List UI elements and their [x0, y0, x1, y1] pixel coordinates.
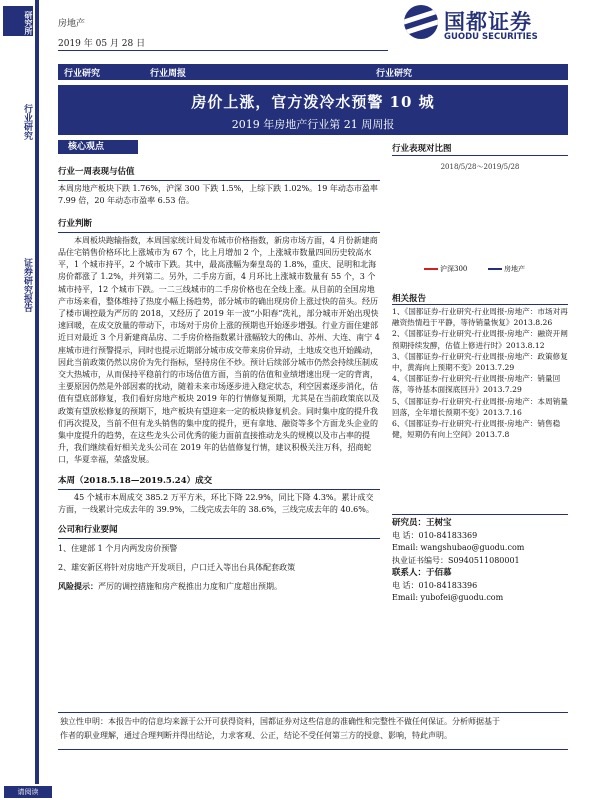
chart-period: 2018/5/28～2019/5/28	[440, 163, 520, 171]
tab-industry-research-right: 行业研究	[376, 69, 413, 79]
legend-label-realestate: 房地产	[504, 265, 525, 273]
logo-cn: 国都证券	[444, 10, 532, 34]
report-subtitle: 2019 年房地产行业第 21 周周报	[231, 118, 395, 131]
header-industry: 房地产	[58, 19, 86, 29]
sidebar-label: 研究所	[3, 6, 33, 36]
right-rule	[392, 304, 568, 305]
analyst-phone: 电 话：010-84183369	[392, 530, 478, 540]
perf-chart-area	[392, 174, 568, 258]
legend-swatch-blue	[488, 268, 502, 270]
main-column	[58, 160, 380, 593]
section-transactions-title: 本周（2018.5.18—2019.5.24）成交	[58, 475, 213, 486]
company-logo	[404, 2, 574, 50]
disclaimer-line: 独立性申明：本报告中的信息均来源于公开可获得资料，国都证券对这些信息的准确性和完整性不做任何保证。分析师据基于	[60, 717, 500, 726]
right-rule	[392, 155, 568, 156]
legend-hs300	[424, 264, 467, 274]
report-item: 5、《国都证券-行业研究-行业周报-房地产：本周销量回落，全年增长预期不变》2013.7.16	[392, 396, 568, 417]
left-sidebar	[0, 0, 40, 800]
footer-tag: 请阅读	[4, 786, 52, 798]
disclaimer-line: 作者的职业理解，通过合理判断并得出结论，力求客观、公正，结论不受任何第三方的授意、影响，特此声明。	[60, 731, 452, 740]
news-item: 1、住建部 1 个月内两发房价预警	[58, 544, 178, 554]
section-rule	[58, 180, 380, 181]
contacts-block	[392, 514, 568, 605]
section-performance-body: 本周房地产板块下跌 1.76%，沪深 300 下跌 1.5%，上综下跌 1.02%。19 年动态市盈率 7.99 倍，20 年动态市盈率 6.53 倍。	[58, 184, 378, 206]
section-judgment-body: 本周板块跑输指数，本周国家统计局发布城市价格指数，新房市场方面，4 月份新建商品住宅销售价格环比上涨城市为 67 个，比上月增加 2 个，上涨城市数量四回历史较高水平，1 个城市持平，2 个城市下跌。其中，最高涨幅为秦皇岛的 1.8%，重庆、昆明和北海房价都涨了 1.2%，并列第二。另外，二手房方面，4 月环比上涨城市数量有 55 个，3 个城市持平，12 个城市下跌。一二三线城市的二手房价格也在全线上涨。从目前的全国房地产市场来看，整体维持了热度小幅上扬趋势，部分城市的确出现房价上涨过快的苗头。经历了楼市调控最为严厉的 2018，又经历了 2019 年一波“小阳春”洗礼，部分城市开始出现快速回暖，在成交放量的带动下，市场对于房价上涨的预期也开始逐步增强。行业方面住建部近日对最近 3 个月新建商品房、二手房价格指数累计涨幅较大的佛山、苏州、大连、南宁 4 座城市进行预警提示，同时也提示近期部分城市成交带来房价异动，土地成交也开始躁动，因此当前政策仍然以房价为先行指标，坚持房住不炒。预计后续部分城市仍然会持续压制成交大热城市，从而保持平稳前行的市场估值方面，当前的估值和业绩增速出现一定的背离，主要原因仍然是外部因素的扰动，随着未来市场逐步进入稳定状态，利空因素逐步消化，估值有望底部修复，我们看好房地产板块 2019 年的行情修复预期，尤其是在当前政策底以及政策有望放松修复的预期下，地产板块有望迎来一定的板块修复机会。同时集中度的提升我们再次提及，当前不但有龙头销售的集中度的提升，更有拿地、融资等多个方面龙头企业的集中度提升的趋势，在这些龙头公司优秀的能力面前直接推动龙头的规模以及市占率的提升，我们继续看好相关龙头公司在 2019 年的估值修复行情，建议积极关注万科，招商蛇口，华夏幸福，荣盛发展。	[58, 235, 380, 465]
legend-swatch-red	[424, 268, 438, 270]
related-reports-list	[392, 306, 568, 440]
sidebar-vtext-top: 行业研究	[22, 104, 32, 140]
report-item: 6、《国都证券-行业研究-行业周报-房地产：销售稳健，短期仍有向上空间》2013.7.8	[392, 419, 561, 440]
analyst-email: Email: wangshubao@guodu.com	[392, 543, 525, 552]
tab-weekly: 行业周报	[150, 69, 187, 79]
report-item: 4、《国都证券-行业研究-行业周报-房地产：销量回落，等待基本面探底回升》2013.7.29	[392, 374, 561, 395]
section-rule	[58, 538, 380, 539]
section-rule	[58, 489, 380, 490]
title-banner	[58, 85, 568, 135]
logo-mark-icon	[404, 5, 438, 39]
section-judgment-title: 行业判断	[58, 218, 93, 229]
report-title: 房价上涨，官方泼冷水预警 10 城	[191, 93, 435, 111]
news-item: 2、雄安新区将针对房地产开发项目，户口迁入等出台具体配套政策	[58, 562, 296, 572]
analyst-cert: 执业证书编号：S0940511080001	[392, 555, 520, 565]
risk-body: 严厉的调控措施和房产税推出力度和广度超出预期。	[98, 581, 282, 591]
contact-phone: 电 话：010-84183396	[392, 580, 478, 590]
legend-label-hs300: 沪深300	[440, 265, 468, 273]
disclaimer-box	[58, 712, 568, 750]
report-item: 2、《国都证券-行业研究-行业周报-房地产：融资开闸预期持续发酵，估值上修进行时》2013.8.12	[392, 329, 568, 350]
logo-en: GUODU SECURITIES	[444, 32, 538, 42]
sidebar-vtext-bottom: 证券研究报告	[22, 258, 32, 312]
section-transactions-body: 45 个城市本周成交 385.2 万平方米，环比下降 22.9%，同比下降 4.3%。累计成交方面，一线累计完成去年的 39.9%，二线完成去年的 38.6%，三线完成去年的 40.6%。	[58, 492, 374, 515]
report-item: 1、《国都证券-行业研究-行业周报-房地产：市场对再融资热情趋于平静，等待销量恢复》2013.8.26	[392, 307, 568, 328]
core-view-heading: 核心观点	[58, 140, 138, 154]
right-rule	[392, 514, 568, 515]
risk-label: 风险提示：	[58, 580, 98, 591]
section-news-title: 公司和行业要闻	[58, 525, 118, 536]
contact-name: 联系人：于佰慕	[392, 568, 452, 578]
analyst-name: 研究员：王树宝	[392, 518, 452, 528]
header-rule	[58, 50, 388, 51]
section-rule	[58, 232, 380, 233]
header-date: 2019 年 05 月 28 日	[58, 39, 146, 49]
contact-email: Email: yubofei@guodu.com	[392, 593, 504, 602]
perf-chart-title: 行业表现对比图	[392, 144, 452, 154]
report-item: 3、《国都证券-行业研究-行业周报-房地产：政策修复中，黄海向上预期不变》2013.7.29	[392, 351, 568, 373]
footer	[0, 784, 600, 800]
tab-industry-research: 行业研究	[64, 69, 101, 79]
legend-realestate	[488, 264, 525, 274]
sidebar-strip	[35, 0, 39, 800]
reports-title: 相关报告	[392, 294, 427, 304]
section-performance-title: 行业一周表现与估值	[58, 167, 135, 177]
tab-bar	[58, 64, 568, 80]
